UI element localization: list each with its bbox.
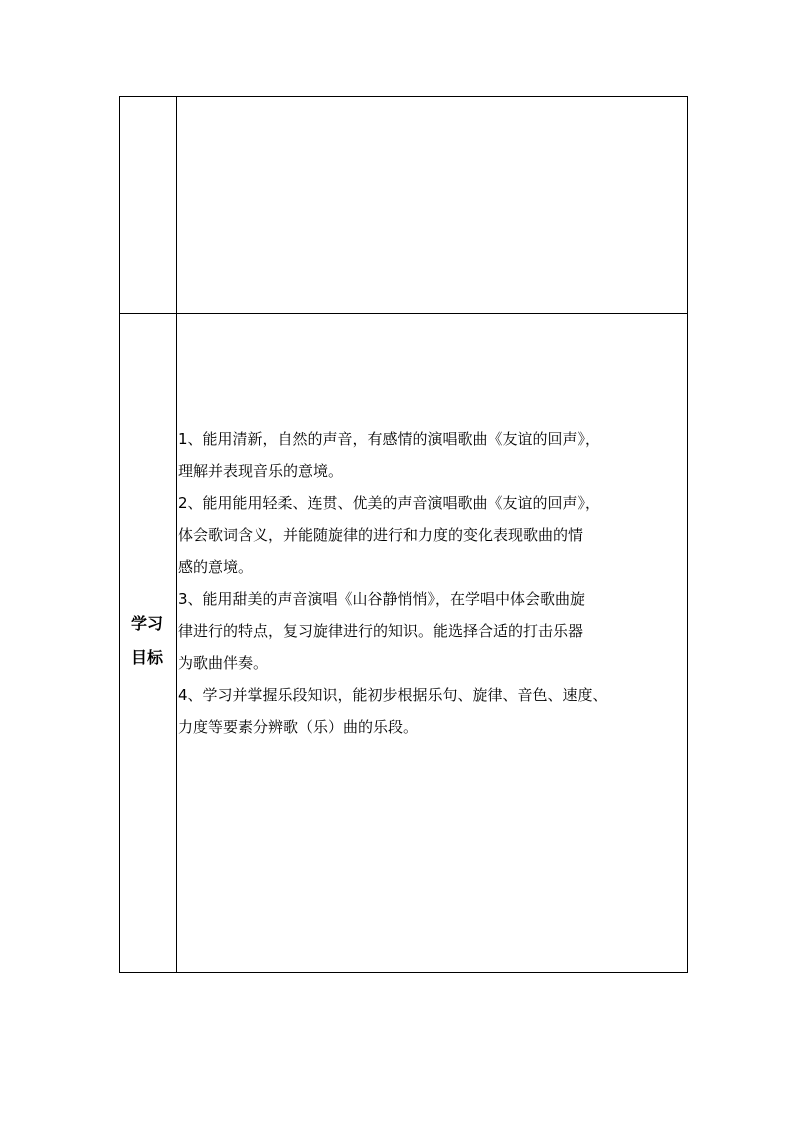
learning-goals-list	[178, 423, 687, 743]
goal-line: 1、能用清新，自然的声音，有感情的演唱歌曲《友谊的回声》，	[178, 430, 601, 448]
table-row-learning-goals	[120, 314, 687, 972]
learning-goals-label-cell	[120, 314, 176, 972]
learning-goals-label	[131, 607, 167, 675]
label-line: 学习	[131, 614, 164, 633]
learning-goals-content-cell	[177, 314, 688, 972]
lesson-table	[119, 96, 688, 973]
goal-line: 4、学习并掌握乐段知识，能初步根据乐句、旋律、音色、速度、	[178, 686, 608, 704]
label-line: 目标	[131, 648, 164, 667]
goal-line: 体会歌词含义，并能随旋律的进行和力度的变化表现歌曲的情	[178, 526, 584, 544]
table-row-top	[120, 97, 687, 314]
goal-line: 理解并表现音乐的意境。	[178, 462, 344, 480]
goal-line: 律进行的特点，复习旋律进行的知识。能选择合适的打击乐器	[178, 622, 584, 640]
top-content-cell	[177, 97, 688, 313]
goal-line: 3、能用甜美的声音演唱《山谷静悄悄》，在学唱中体会歌曲旋	[178, 590, 586, 608]
goal-line: 2、能用能用轻柔、连贯、优美的声音演唱歌曲《友谊的回声》，	[178, 494, 601, 512]
goal-line: 感的意境。	[178, 558, 254, 576]
goal-line: 力度等要素分辨歌（乐）曲的乐段。	[178, 718, 419, 736]
goal-line: 为歌曲伴奏。	[178, 654, 269, 672]
top-label-cell	[120, 97, 176, 313]
